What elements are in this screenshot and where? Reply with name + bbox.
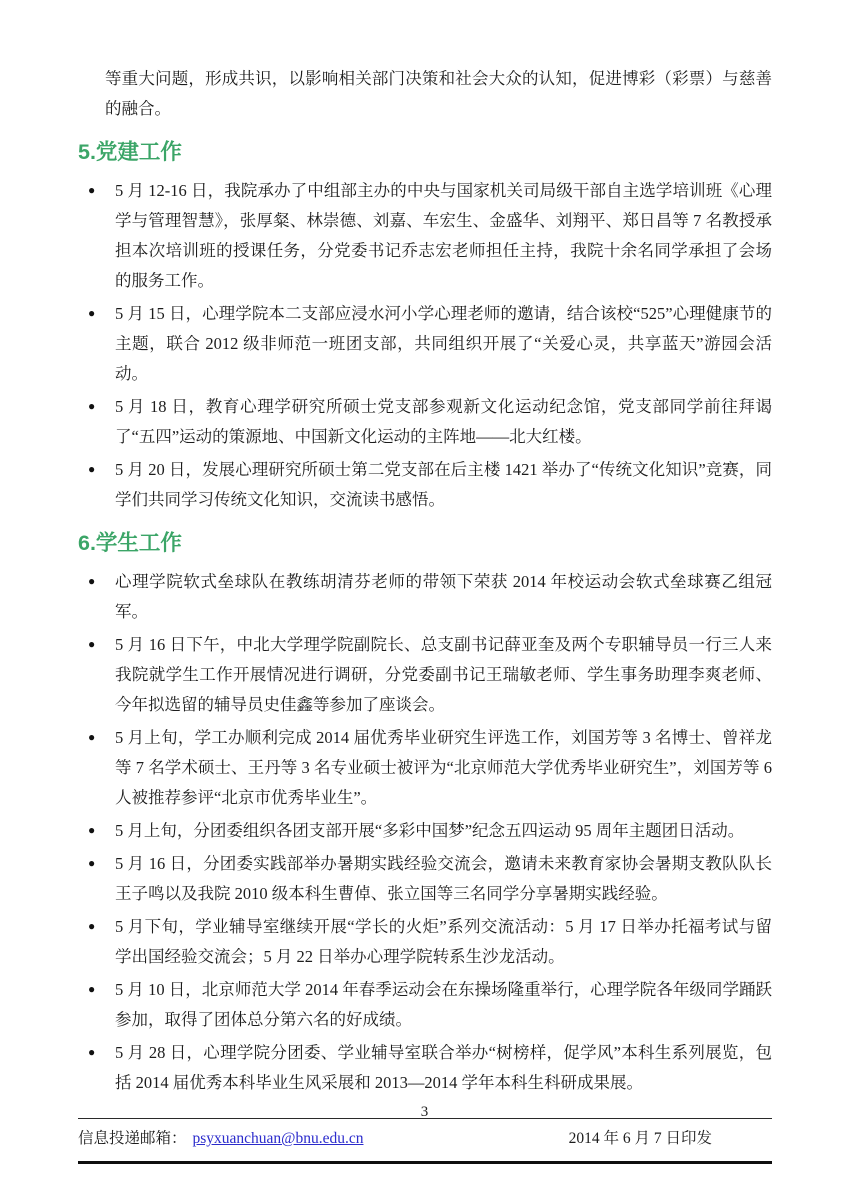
list-item (88, 630, 772, 720)
email-label: 信息投递邮箱： (78, 1130, 187, 1147)
page-number: 3 (420, 1104, 429, 1120)
list-item (88, 455, 772, 515)
footer (78, 1118, 772, 1164)
section-heading-student-work: 6.学生工作 (78, 531, 182, 555)
bullet-text: 心理学院软式垒球队在教练胡清芬老师的带领下荣获 2014 年校运动会软式垒球赛乙组冠军。 (115, 572, 772, 621)
list-item (88, 975, 772, 1035)
continued-paragraph: 等重大问题，形成共识，以影响相关部门决策和社会大众的认知，促进博彩（彩票）与慈善的融合。 (105, 69, 772, 118)
bullet-icon: ● (88, 1045, 96, 1059)
list-item (88, 299, 772, 389)
bullet-icon: ● (88, 823, 96, 837)
bullet-text: 5 月 16 日，分团委实践部举办暑期实践经验交流会，邀请未来教育家协会暑期支教队队长王子鸣以及我院 2010 级本科生曹倬、张立国等三名同学分享暑期实践经验。 (115, 854, 772, 903)
bullet-icon: ● (88, 306, 96, 320)
bullet-icon: ● (88, 856, 96, 870)
bullet-icon: ● (88, 399, 96, 413)
bullet-icon: ● (88, 183, 96, 197)
bullet-text: 5 月 28 日，心理学院分团委、学业辅导室联合举办“树榜样，促学风”本科生系列展览，包括 2014 届优秀本科毕业生风采展和 2013—2014 学年本科生科研成果展。 (115, 1043, 772, 1092)
bullet-icon: ● (88, 574, 96, 588)
list-item (88, 176, 772, 296)
section-heading-party-work: 5.党建工作 (78, 140, 182, 164)
bullet-icon: ● (88, 919, 96, 933)
list-item (88, 567, 772, 627)
list-item (88, 1038, 772, 1098)
bullet-icon: ● (88, 730, 96, 744)
bullet-icon: ● (88, 462, 96, 476)
list-item (88, 849, 772, 909)
bullet-text: 5 月 20 日，发展心理研究所硕士第二党支部在后主楼 1421 举办了“传统文化知识”竞赛，同学们共同学习传统文化知识，交流读书感悟。 (115, 460, 772, 509)
bullet-icon: ● (88, 637, 96, 651)
email-link[interactable]: psyxuanchuan@bnu.edu.cn (192, 1130, 364, 1147)
bullet-icon: ● (88, 982, 96, 996)
bullet-text: 5 月 18 日，教育心理学研究所硕士党支部参观新文化运动纪念馆，党支部同学前往拜谒了“五四”运动的策源地、中国新文化运动的主阵地——北大红楼。 (115, 397, 772, 446)
list-item (88, 912, 772, 972)
list-item (88, 816, 772, 846)
bullet-text: 5 月上旬，分团委组织各团支部开展“多彩中国梦”纪念五四运动 95 周年主题团日活动。 (115, 821, 745, 840)
party-work-list (78, 176, 772, 515)
bullet-text: 5 月 10 日，北京师范大学 2014 年春季运动会在东操场隆重举行，心理学院各年级同学踊跃参加，取得了团体总分第六名的好成绩。 (115, 980, 772, 1029)
bullet-text: 5 月 15 日，心理学院本二支部应浸水河小学心理老师的邀请，结合该校“525”心理健康节的主题，联合 2012 级非师范一班团支部，共同组织开展了“关爱心灵，共享蓝天”游园会活动。 (115, 304, 772, 383)
list-item (88, 392, 772, 452)
bullet-text: 5 月上旬，学工办顺利完成 2014 届优秀毕业研究生评选工作，刘国芳等 3 名博士、曾祥龙等 7 名学术硕士、王丹等 3 名专业硕士被评为“北京师范大学优秀毕业研究生”，刘国芳等 6 人被推荐参评“北京市优秀毕业生”。 (115, 728, 772, 807)
print-date: 2014 年 6 月 7 日印发 (568, 1130, 712, 1147)
bullet-text: 5 月 16 日下午，中北大学理学院副院长、总支副书记薛亚奎及两个专职辅导员一行三人来我院就学生工作开展情况进行调研，分党委副书记王瑞敏老师、学生事务助理李爽老师、今年拟选留的辅导员史佳鑫等参加了座谈会。 (115, 635, 772, 714)
bullet-text: 5 月下旬，学业辅导室继续开展“学长的火炬”系列交流活动：5 月 17 日举办托福考试与留学出国经验交流会；5 月 22 日举办心理学院转系生沙龙活动。 (115, 917, 772, 966)
list-item (88, 723, 772, 813)
bullet-text: 5 月 12-16 日，我院承办了中组部主办的中央与国家机关司局级干部自主选学培训班《心理学与管理智慧》，张厚粲、林崇德、刘嘉、车宏生、金盛华、刘翔平、郑日昌等 7 名教授承担本次培训班的授课任务，分党委书记乔志宏老师担任主持，我院十余名同学承担了会场的服务工作。 (115, 181, 773, 290)
student-work-list (78, 567, 772, 1098)
